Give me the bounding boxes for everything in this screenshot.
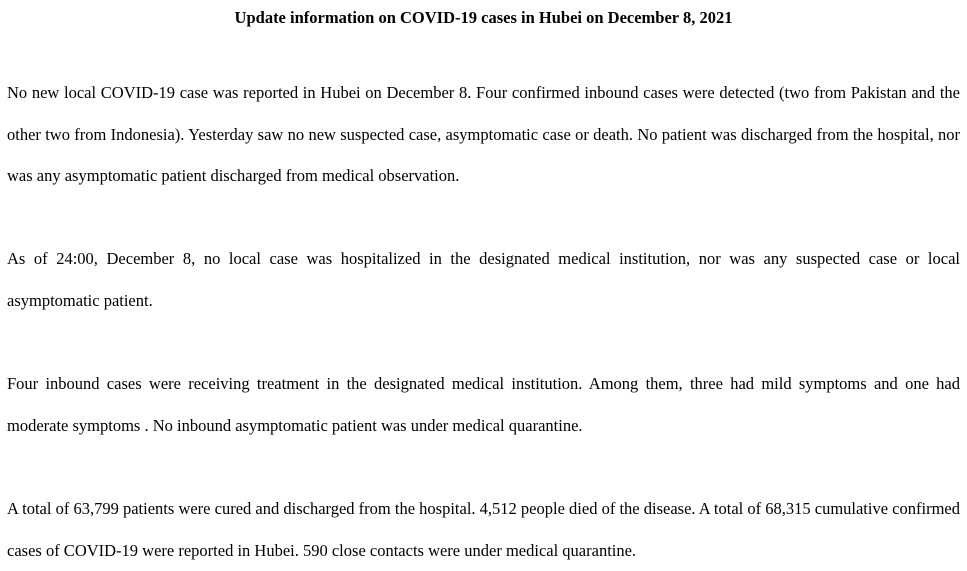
paragraph-cumulative-totals: A total of 63,799 patients were cured and discharged from the hospital. 4,512 people died of the disease. A total of 68,315 cumulative confirmed cases of COVID-19 were reported in Hubei. 590 close contacts were under medical quarantine. — [7, 499, 960, 560]
paragraph-hospitalized-local: As of 24:00, December 8, no local case was hospitalized in the designated medical institution, nor was any suspected case or local asymptomatic patient. — [7, 249, 960, 310]
paragraph-inbound-treatment: Four inbound cases were receiving treatment in the designated medical institution. Among them, three had mild symptoms and one had moderate symptoms . No inbound asymptomatic patient was under medical quarantine. — [7, 374, 960, 435]
document-page — [7, 0, 960, 560]
paragraph-new-cases: No new local COVID-19 case was reported in Hubei on December 8. Four confirmed inbound cases were detected (two from Pakistan and the other two from Indonesia). Yesterday saw no new suspected case, asymptomatic case or death. No patient was discharged from the hospital, nor was any asymptomatic patient discharged from medical observation. — [7, 83, 960, 185]
page-title: Update information on COVID-19 cases in Hubei on December 8, 2021 — [234, 8, 733, 27]
